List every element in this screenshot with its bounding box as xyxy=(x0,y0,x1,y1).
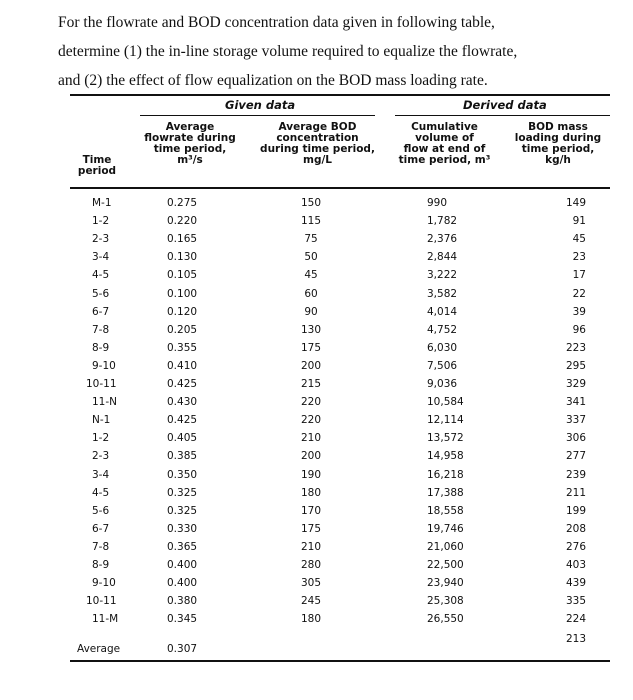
cell-time-period: 8-9 xyxy=(92,559,110,571)
cell-flowrate: 0.330 xyxy=(167,522,198,535)
cell-time-period: 2-3 xyxy=(92,450,110,463)
cell-bod-concentration: 150 xyxy=(300,197,322,209)
cell-bod-concentration: 210 xyxy=(300,540,322,553)
cell-time-period: 4-5 xyxy=(92,486,110,499)
cell-time-period: 1-2 xyxy=(92,215,110,228)
cell-time-period: 1-2 xyxy=(92,432,110,445)
cell-cumulative-volume: 18,558 xyxy=(427,504,464,517)
cell-time-period: 8-9 xyxy=(92,341,110,354)
cell-time-period: 11-M xyxy=(92,613,119,626)
cell-flowrate: 0.355 xyxy=(167,341,198,354)
cell-time-period: 9-10 xyxy=(92,577,116,590)
cell-bod-concentration: 190 xyxy=(300,468,322,481)
derived-group-rule xyxy=(395,115,610,116)
cell-cumulative-volume: 9,036 xyxy=(427,378,458,390)
cell-flowrate: 0.425 xyxy=(167,378,198,390)
cell-bod-loading: 341 xyxy=(565,396,586,409)
cell-time-period: M-1 xyxy=(92,197,112,209)
cell-bod-loading: 96 xyxy=(572,323,586,336)
cell-bod-loading: 306 xyxy=(565,432,586,445)
cell-bod-loading: 403 xyxy=(565,559,586,571)
cell-bod-loading: 439 xyxy=(565,577,586,590)
cell-bod-concentration: 215 xyxy=(300,378,322,390)
cell-bod-concentration: 50 xyxy=(304,251,318,264)
cell-bod-concentration: 60 xyxy=(304,287,318,300)
cell-flowrate: 0.105 xyxy=(167,269,198,282)
cell-flowrate: 0.380 xyxy=(167,595,198,608)
average-label: Average xyxy=(77,643,121,655)
cell-bod-concentration: 220 xyxy=(300,396,322,409)
average-loading: 213 xyxy=(565,633,586,645)
cell-bod-loading: 23 xyxy=(572,251,586,264)
cell-bod-loading: 276 xyxy=(565,540,586,553)
cell-flowrate: 0.120 xyxy=(167,305,198,318)
cell-time-period: 9-10 xyxy=(92,359,116,372)
cell-cumulative-volume: 3,582 xyxy=(427,287,458,300)
cell-bod-concentration: 175 xyxy=(300,522,322,535)
cell-bod-concentration: 180 xyxy=(300,613,322,626)
cell-bod-loading: 335 xyxy=(565,595,586,608)
cell-cumulative-volume: 25,308 xyxy=(427,595,464,608)
cell-time-period: 6-7 xyxy=(92,305,110,318)
cell-time-period: 3-4 xyxy=(92,468,110,481)
cell-cumulative-volume: 17,388 xyxy=(427,486,464,499)
cell-time-period: 4-5 xyxy=(92,269,110,282)
cell-time-period: 3-4 xyxy=(92,251,110,264)
cell-bod-loading: 239 xyxy=(565,468,586,481)
cell-bod-concentration: 180 xyxy=(300,486,322,499)
cell-cumulative-volume: 19,746 xyxy=(427,522,464,535)
group-given-label: Given data xyxy=(225,98,296,112)
cell-bod-concentration: 220 xyxy=(300,414,322,427)
intro-line: For the flowrate and BOD concentration data given in following table, xyxy=(58,14,495,31)
cell-cumulative-volume: 7,506 xyxy=(427,359,458,372)
header-rule xyxy=(70,187,610,189)
cell-cumulative-volume: 14,958 xyxy=(427,450,464,463)
header-cumulative-volume: Cumulative volume of flow at end of time period, m³ xyxy=(398,121,491,166)
cell-flowrate: 0.130 xyxy=(167,251,198,264)
cell-bod-loading: 223 xyxy=(565,341,586,354)
cell-flowrate: 0.205 xyxy=(167,323,198,336)
cell-bod-concentration: 75 xyxy=(304,233,318,246)
bottom-rule xyxy=(70,660,610,662)
cell-time-period: 10-11 xyxy=(86,378,117,390)
cell-flowrate: 0.400 xyxy=(167,577,198,590)
cell-flowrate: 0.100 xyxy=(167,287,198,300)
cell-time-period: 10-11 xyxy=(86,595,117,608)
cell-bod-concentration: 200 xyxy=(300,359,322,372)
cell-bod-loading: 199 xyxy=(565,504,586,517)
cell-cumulative-volume: 2,844 xyxy=(427,251,458,264)
cell-time-period: 2-3 xyxy=(92,233,110,246)
group-derived-label: Derived data xyxy=(463,98,547,112)
cell-bod-loading: 17 xyxy=(572,269,586,282)
cell-bod-loading: 211 xyxy=(565,486,586,499)
header-flowrate: Average flowrate during time period, m³/s xyxy=(144,121,236,166)
cell-bod-concentration: 200 xyxy=(300,450,322,463)
cell-time-period: 11-N xyxy=(92,396,118,409)
cell-time-period: 5-6 xyxy=(92,504,110,517)
cell-flowrate: 0.345 xyxy=(167,613,198,626)
cell-bod-loading: 277 xyxy=(565,450,586,463)
cell-flowrate: 0.410 xyxy=(167,359,198,372)
cell-cumulative-volume: 3,222 xyxy=(427,269,458,282)
cell-bod-loading: 208 xyxy=(565,522,586,535)
cell-cumulative-volume: 990 xyxy=(427,197,448,209)
cell-cumulative-volume: 1,782 xyxy=(427,215,458,228)
cell-bod-concentration: 175 xyxy=(300,341,322,354)
cell-time-period: 7-8 xyxy=(92,540,110,553)
cell-flowrate: 0.325 xyxy=(167,486,198,499)
cell-bod-concentration: 115 xyxy=(300,215,322,228)
cell-bod-concentration: 45 xyxy=(304,269,318,282)
cell-cumulative-volume: 21,060 xyxy=(427,540,464,553)
intro-line: determine (1) the in-line storage volume required to equalize the flowrate, xyxy=(58,43,518,60)
cell-flowrate: 0.430 xyxy=(167,396,198,409)
cell-bod-concentration: 305 xyxy=(300,577,322,590)
cell-bod-loading: 149 xyxy=(565,197,586,209)
cell-bod-loading: 224 xyxy=(565,613,586,626)
cell-bod-loading: 329 xyxy=(565,378,586,390)
top-rule xyxy=(70,94,610,96)
cell-bod-loading: 22 xyxy=(572,287,586,300)
cell-time-period: 6-7 xyxy=(92,522,110,535)
cell-bod-concentration: 130 xyxy=(300,323,322,336)
cell-bod-concentration: 280 xyxy=(300,559,322,571)
cell-flowrate: 0.350 xyxy=(167,468,198,481)
cell-cumulative-volume: 10,584 xyxy=(427,396,464,409)
cell-time-period: 7-8 xyxy=(92,323,110,336)
cell-cumulative-volume: 22,500 xyxy=(427,559,464,571)
cell-time-period: 5-6 xyxy=(92,287,110,300)
cell-bod-loading: 295 xyxy=(565,359,586,372)
cell-bod-concentration: 210 xyxy=(300,432,322,445)
cell-bod-loading: 337 xyxy=(565,414,586,427)
cell-cumulative-volume: 12,114 xyxy=(427,414,464,427)
cell-flowrate: 0.220 xyxy=(167,215,198,228)
average-flowrate: 0.307 xyxy=(167,643,198,655)
cell-flowrate: 0.365 xyxy=(167,540,198,553)
cell-bod-concentration: 170 xyxy=(300,504,322,517)
cell-bod-loading: 39 xyxy=(572,305,586,318)
given-group-rule xyxy=(140,115,375,116)
cell-cumulative-volume: 13,572 xyxy=(427,432,464,445)
cell-cumulative-volume: 16,218 xyxy=(427,468,464,481)
cell-cumulative-volume: 4,014 xyxy=(427,305,458,318)
cell-cumulative-volume: 26,550 xyxy=(427,613,464,626)
cell-flowrate: 0.425 xyxy=(167,414,198,427)
cell-flowrate: 0.385 xyxy=(167,450,198,463)
cell-cumulative-volume: 4,752 xyxy=(427,323,458,336)
cell-flowrate: 0.275 xyxy=(167,197,198,209)
header-bod-concentration: Average BOD concentration during time period, mg/L xyxy=(260,121,375,166)
cell-flowrate: 0.400 xyxy=(167,559,198,571)
cell-cumulative-volume: 23,940 xyxy=(427,577,464,590)
cell-flowrate: 0.325 xyxy=(167,504,198,517)
cell-bod-loading: 91 xyxy=(572,215,586,228)
header-period: Time period xyxy=(77,154,117,177)
cell-flowrate: 0.405 xyxy=(167,432,198,445)
cell-time-period: N-1 xyxy=(92,414,111,427)
cell-bod-concentration: 90 xyxy=(304,305,318,318)
cell-flowrate: 0.165 xyxy=(167,233,198,246)
intro-line: and (2) the effect of flow equalization on the BOD mass loading rate. xyxy=(58,72,488,89)
cell-bod-concentration: 245 xyxy=(300,595,322,608)
cell-bod-loading: 45 xyxy=(572,233,586,246)
cell-cumulative-volume: 6,030 xyxy=(427,341,458,354)
header-bod-loading: BOD mass loading during time period, kg/h xyxy=(514,121,602,166)
cell-cumulative-volume: 2,376 xyxy=(427,233,458,246)
